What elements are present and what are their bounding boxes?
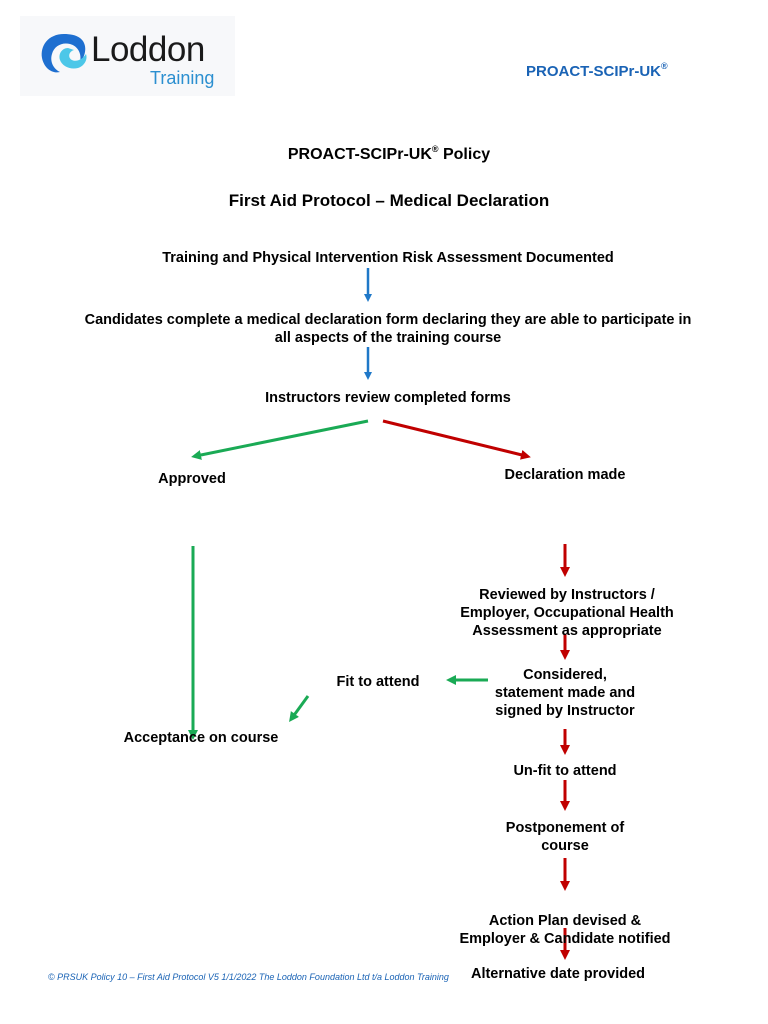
protocol-title: First Aid Protocol – Medical Declaration (228, 191, 550, 210)
node-alternative-date: Alternative date provided (460, 965, 656, 983)
step-instructors-review: Instructors review completed forms (265, 390, 511, 406)
logo-name: Loddon (91, 30, 205, 69)
logo-subtitle: Training (150, 68, 215, 88)
arrow-review-to-approved (196, 421, 368, 456)
arrow-review-to-declaration (383, 421, 526, 456)
brand-name: PROACT-SCIPr-UK® (526, 61, 668, 80)
arrow-fit-to-acceptance (292, 696, 308, 718)
footer-copyright: © PRSUK Policy 10 – First Aid Protocol V5 1/1/2022 The Loddon Foundation Ltd t/a Loddon Training (48, 972, 449, 982)
step-candidates-declaration: Candidates complete a medical declaration form declaring they are able to participate in all aspects of the training course (84, 312, 692, 346)
step-risk-assessment: Training and Physical Intervention Risk Assessment Documented (162, 250, 614, 266)
registered-mark: ® (661, 61, 668, 71)
node-fit-to-attend: Fit to attend (336, 674, 420, 690)
node-reviewed: Reviewed by Instructors / Employer, Occupational Health Assessment as appropriate (460, 587, 674, 639)
node-unfit: Un-fit to attend (513, 763, 617, 779)
node-approved: Approved (158, 471, 226, 487)
policy-title: PROACT-SCIPr-UK® Policy (287, 144, 491, 163)
node-action-plan: Action Plan devised & Employer & Candidate notified (459, 913, 671, 947)
node-considered: Considered, statement made and signed by Instructor (494, 667, 636, 719)
node-postponement: Postponement of course (505, 820, 625, 854)
node-declaration-made: Declaration made (504, 467, 626, 483)
node-acceptance: Acceptance on course (123, 730, 279, 746)
